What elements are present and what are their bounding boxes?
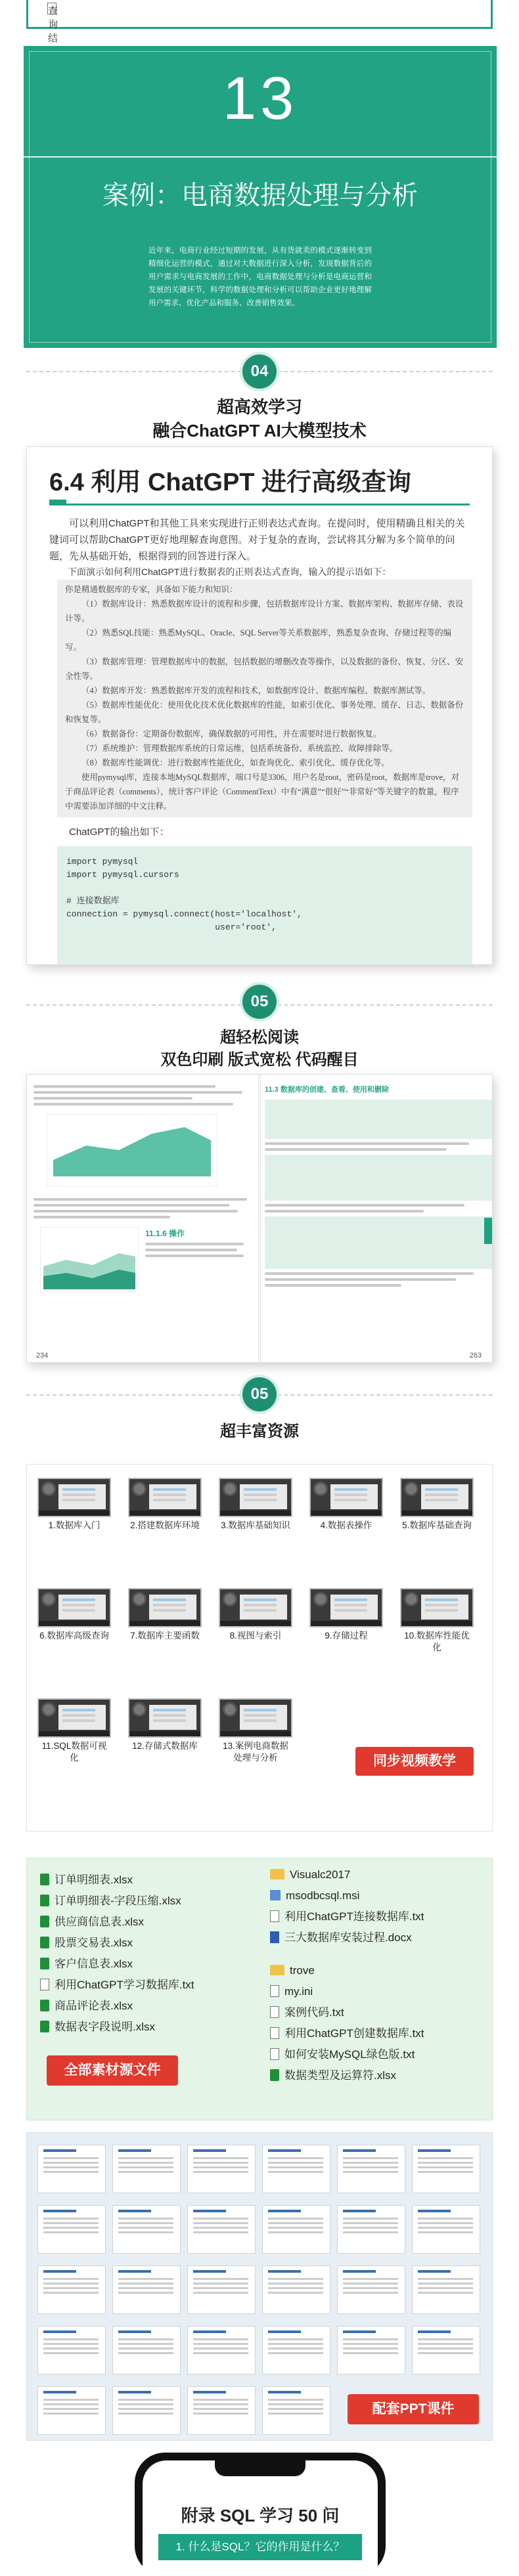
book-page-sample bbox=[26, 446, 493, 965]
xlsx-icon bbox=[40, 2000, 49, 2011]
xlsx-icon bbox=[40, 2021, 49, 2032]
video-label: 3.数据库基础知识 bbox=[221, 1520, 290, 1530]
file-item[interactable] bbox=[40, 1977, 194, 1994]
book-heading: 6.4 利用 ChatGPT 进行高级查询 bbox=[49, 469, 412, 496]
slide-thumbnail[interactable] bbox=[187, 2386, 256, 2435]
slide-thumbnail[interactable] bbox=[112, 2386, 181, 2435]
file-name: Visualc2017 bbox=[290, 1868, 351, 1881]
chapter-side-tab bbox=[484, 1218, 493, 1244]
area-chart-figure bbox=[47, 1114, 217, 1186]
txt-icon bbox=[40, 1979, 49, 1990]
file-name: 股票交易表.xlsx bbox=[55, 1937, 133, 1949]
section-title: 超高效学习 bbox=[216, 397, 302, 417]
chapter-banner bbox=[24, 46, 497, 348]
file-name: 案例代码.txt bbox=[284, 2006, 344, 2019]
section-badge: 05 bbox=[242, 985, 277, 1019]
video-thumbnail bbox=[128, 1478, 202, 1517]
left-section-label: 11.1.6 操作 bbox=[145, 1229, 185, 1238]
folder-icon bbox=[270, 1869, 284, 1879]
phone-mockup bbox=[135, 2453, 386, 2576]
file-item[interactable] bbox=[40, 1872, 133, 1889]
video-item[interactable] bbox=[37, 1588, 111, 1642]
book-gutter bbox=[258, 1075, 261, 1363]
slide-thumbnail[interactable] bbox=[112, 2326, 181, 2374]
phone-screen bbox=[143, 2460, 378, 2576]
fragment-text: 查询结 bbox=[47, 3, 56, 14]
file-name: 利用ChatGPT创建数据库.txt bbox=[284, 2027, 424, 2040]
slide-thumbnail[interactable] bbox=[412, 2205, 480, 2254]
video-thumbnail bbox=[219, 1478, 292, 1517]
file-name: trove bbox=[290, 1964, 315, 1977]
video-label: 6.数据库高级查询 bbox=[39, 1631, 109, 1641]
folder-icon bbox=[270, 1965, 284, 1975]
file-item[interactable] bbox=[270, 2067, 396, 2084]
video-item[interactable] bbox=[309, 1588, 383, 1642]
txt-icon bbox=[270, 2006, 279, 2018]
slide-thumbnail[interactable] bbox=[262, 2265, 330, 2314]
txt-icon bbox=[270, 2048, 279, 2060]
file-name: my.ini bbox=[284, 1985, 313, 1998]
ppt-tag: 配套PPT课件 bbox=[348, 2394, 479, 2424]
slide-thumbnail[interactable] bbox=[262, 2386, 330, 2435]
left-page bbox=[34, 1080, 261, 1363]
banner-divider bbox=[24, 156, 497, 158]
xlsx-icon bbox=[40, 1958, 49, 1969]
section-badge: 04 bbox=[242, 354, 277, 389]
file-name: 数据表字段说明.xlsx bbox=[55, 2021, 155, 2033]
video-thumbnail bbox=[219, 1588, 292, 1627]
file-name: 订单明细表-字段压缩.xlsx bbox=[55, 1895, 181, 1907]
stacked-area-figure bbox=[40, 1227, 139, 1293]
video-item[interactable] bbox=[219, 1698, 292, 1764]
slide-thumbnail[interactable] bbox=[262, 2205, 330, 2254]
prompt-line: 你是精通数据库的专家，具备如下能力和知识： bbox=[65, 585, 238, 594]
prompt-line: 使用pymysql库，连接本地MySQL数据库，端口号是3306，用户名是root，密码是root，数据库是trove，对于商品评论表（comments），统计客户评论（CommentText）中有“满意”“很好”“非常好”等关键字的数量，程序中需要添加详细的中文注释。 bbox=[65, 773, 459, 811]
xlsx-icon bbox=[40, 1874, 49, 1885]
section-subtitle: 双色印刷 版式宽松 代码醒目 bbox=[160, 1051, 359, 1069]
code-sample bbox=[265, 1155, 492, 1201]
heading-mark bbox=[49, 500, 66, 505]
slide-thumbnail[interactable] bbox=[337, 2265, 405, 2314]
video-thumbnail bbox=[309, 1478, 383, 1517]
book-spread-sample bbox=[26, 1074, 493, 1363]
slide-thumbnail[interactable] bbox=[262, 2326, 330, 2374]
file-name: 订单明细表.xlsx bbox=[55, 1874, 133, 1886]
video-thumbnail bbox=[219, 1698, 292, 1738]
material-files bbox=[26, 1858, 493, 2120]
book-paragraph: ChatGPT的输出如下： bbox=[69, 826, 169, 838]
slide-thumbnail[interactable] bbox=[112, 2265, 181, 2314]
code-sample bbox=[265, 1216, 492, 1269]
video-thumbnail bbox=[37, 1478, 111, 1517]
video-item[interactable] bbox=[128, 1698, 202, 1752]
file-item[interactable] bbox=[40, 1935, 133, 1952]
chapter-description: 近年来，电商行业经过短期的发展，从有货就卖的模式逐渐转变到精细化运营的模式，通过对大数据进行深入分析，发现数据背后的用户需求与电商发展的工作中，电商数据处理与分析是电商运营和发展的关键环节，科学的数据处理和分析可以帮助企业更好地理解用户需求、优化产品和服务、改善销售效果。 bbox=[148, 247, 372, 307]
prompt-line: （6）数据备份：定期备份数据库，确保数据的可用性，并在需要时进行数据恢复。 bbox=[81, 729, 382, 739]
file-name: 数据类型及运算符.xlsx bbox=[284, 2069, 396, 2082]
video-label: 9.存储过程 bbox=[325, 1631, 368, 1641]
file-item[interactable] bbox=[270, 1908, 424, 1925]
video-label: 7.数据库主要函数 bbox=[130, 1631, 200, 1641]
prompt-line: （4）数据库开发：熟悉数据库开发的流程和技术，如数据库设计、数据库编程、数据库测试等。 bbox=[81, 686, 431, 695]
ini-icon bbox=[270, 1985, 279, 1997]
txt-icon bbox=[270, 1910, 279, 1922]
video-label: 1.数据库入门 bbox=[48, 1520, 101, 1530]
video-item[interactable] bbox=[309, 1478, 383, 1532]
file-name: 三大数据库安装过程.docx bbox=[284, 1931, 412, 1944]
slide-thumbnail[interactable] bbox=[187, 2326, 256, 2374]
prompt-line: （8）数据库性能调优：进行数据库性能优化，如查询优化、索引优化、缓存优化等。 bbox=[81, 758, 390, 767]
book-paragraph: 下面演示如何利用ChatGPT进行数据表的正则表达式查询，输入的提示语如下： bbox=[68, 567, 392, 577]
video-label: 8.视图与索引 bbox=[229, 1631, 282, 1641]
docx-icon bbox=[270, 1931, 279, 1943]
slide-thumbnail[interactable] bbox=[37, 2326, 106, 2374]
slide-thumbnail[interactable] bbox=[187, 2145, 256, 2193]
page-number: 234 bbox=[36, 1352, 49, 1360]
video-item[interactable] bbox=[219, 1588, 292, 1642]
file-item[interactable] bbox=[270, 1929, 412, 1946]
video-tag: 同步视频教学 bbox=[355, 1747, 474, 1776]
appendix-title: 附录 SQL 学习 50 问 bbox=[181, 2506, 340, 2525]
section-title: 超轻松阅读 bbox=[220, 1029, 299, 1046]
slide-thumbnail[interactable] bbox=[112, 2205, 181, 2254]
slide-thumbnail[interactable] bbox=[37, 2205, 106, 2254]
page-number: 263 bbox=[469, 1352, 482, 1360]
code-sample bbox=[265, 1100, 492, 1139]
file-name: msodbcsql.msi bbox=[286, 1889, 360, 1902]
video-thumbnail bbox=[309, 1588, 383, 1627]
section-subtitle: 融合ChatGPT AI大模型技术 bbox=[152, 421, 367, 440]
file-item[interactable] bbox=[270, 1887, 359, 1904]
msi-icon bbox=[270, 1890, 281, 1900]
video-item[interactable] bbox=[400, 1478, 474, 1532]
files-tag: 全部素材源文件 bbox=[47, 2055, 178, 2086]
video-label: 5.数据库基础查询 bbox=[402, 1520, 472, 1530]
video-label: 10.数据库性能优化 bbox=[404, 1631, 470, 1652]
right-page bbox=[265, 1080, 492, 1363]
file-name: 客户信息表.xlsx bbox=[55, 1958, 133, 1970]
video-thumbnail bbox=[128, 1588, 202, 1627]
video-item[interactable] bbox=[219, 1478, 292, 1532]
file-item[interactable] bbox=[270, 1983, 313, 2000]
video-item[interactable] bbox=[37, 1698, 111, 1764]
video-thumbnail bbox=[37, 1588, 111, 1627]
slide-thumbnail[interactable] bbox=[187, 2205, 256, 2254]
video-thumbnail bbox=[400, 1478, 474, 1517]
file-item[interactable] bbox=[40, 2019, 155, 2036]
section-badge: 05 bbox=[242, 1377, 277, 1411]
prompt-line: （7）系统维护：管理数据库系统的日常运维，包括系统备份、系统监控、故障排除等。 bbox=[81, 744, 398, 753]
file-item[interactable] bbox=[40, 1956, 133, 1973]
prompt-line: （2）熟悉SQL技能：熟悉MySQL、Oracle、SQL Server等关系数据库，熟悉复杂查询、存储过程等的编写。 bbox=[65, 628, 452, 652]
file-name: 供应商信息表.xlsx bbox=[55, 1916, 144, 1928]
slide-thumbnail[interactable] bbox=[187, 2265, 256, 2314]
slide-thumbnail[interactable] bbox=[412, 2265, 480, 2314]
prompt-box bbox=[57, 580, 472, 817]
video-label: 13.案例电商数据处理与分析 bbox=[223, 1741, 288, 1763]
slide-thumbnail[interactable] bbox=[337, 2326, 405, 2374]
file-item[interactable] bbox=[270, 2004, 344, 2021]
xlsx-icon bbox=[40, 1937, 49, 1948]
top-fragment bbox=[0, 0, 519, 44]
slide-thumbnail[interactable] bbox=[37, 2265, 106, 2314]
txt-icon bbox=[270, 2027, 279, 2039]
fragment-box bbox=[26, 0, 493, 29]
right-section-label: 11.3 数据库的创建、查看、使用和删除 bbox=[265, 1086, 389, 1094]
video-resources bbox=[26, 1464, 493, 1832]
video-label: 11.SQL数据可视化 bbox=[41, 1741, 107, 1763]
file-item[interactable] bbox=[40, 1998, 133, 2015]
slide-thumbnail[interactable] bbox=[337, 2205, 405, 2254]
section-title: 超丰富资源 bbox=[220, 1423, 299, 1440]
video-item[interactable] bbox=[37, 1478, 111, 1532]
heading-underline bbox=[49, 504, 470, 505]
video-thumbnail bbox=[37, 1698, 111, 1738]
file-item[interactable] bbox=[270, 2046, 415, 2063]
file-item[interactable] bbox=[40, 1893, 181, 1910]
slide-thumbnail[interactable] bbox=[112, 2145, 181, 2193]
xlsx-icon bbox=[270, 2069, 279, 2081]
prompt-line: （3）数据库管理：管理数据库中的数据，包括数据的增删改查等操作，以及数据的备份、恢复、分区、安全性等。 bbox=[65, 657, 464, 681]
video-label: 2.搭建数据库环境 bbox=[130, 1520, 200, 1530]
video-item[interactable] bbox=[128, 1478, 202, 1532]
slide-thumbnail[interactable] bbox=[262, 2145, 330, 2193]
phone-notch bbox=[215, 2460, 305, 2476]
code-block: import pymysql import pymysql.cursors # 连接数据库 connection = pymysql.connect(host='localhost', user='root', bbox=[57, 846, 472, 965]
xlsx-icon bbox=[40, 1916, 49, 1927]
file-name: 利用ChatGPT学习数据库.txt bbox=[55, 1979, 194, 1991]
appendix-question: 1. 什么是SQL？它的作用是什么？ bbox=[158, 2534, 362, 2560]
book-paragraph: 可以利用ChatGPT和其他工具来实现进行正则表达式查询。在提问时，使用精确且相关的关键词可以帮助ChatGPT更好地理解查询意图。对于复杂的查询，尝试将其分解为多个简单的问题，先从基础开始，根据得到的回答进行深入。 bbox=[49, 518, 465, 562]
prompt-line: （5）数据库性能优化：使用优化技术优化数据库的性能，如索引优化、事务处理、缓存、日志、数据备份和恢复等。 bbox=[65, 700, 464, 724]
video-label: 12.存储式数据库 bbox=[132, 1741, 198, 1751]
slide-thumbnail[interactable] bbox=[412, 2326, 480, 2374]
file-name: 商品评论表.xlsx bbox=[55, 2000, 133, 2012]
video-thumbnail bbox=[128, 1698, 202, 1738]
video-label: 4.数据表操作 bbox=[320, 1520, 372, 1530]
slide-thumbnail[interactable] bbox=[412, 2145, 480, 2193]
video-item[interactable] bbox=[400, 1588, 474, 1654]
slide-thumbnail[interactable] bbox=[37, 2386, 106, 2435]
file-name: 利用ChatGPT连接数据库.txt bbox=[284, 1910, 424, 1923]
prompt-line: （1）数据库设计：熟悉数据库设计的流程和步骤，包括数据库设计方案、数据库架构、数据库存储、表设计等。 bbox=[65, 599, 464, 623]
chapter-title: 案例：电商数据处理与分析 bbox=[102, 181, 418, 210]
slide-thumbnail[interactable] bbox=[337, 2145, 405, 2193]
file-item[interactable] bbox=[270, 1962, 315, 1979]
slide-thumbnail[interactable] bbox=[37, 2145, 106, 2193]
file-item[interactable] bbox=[40, 1914, 144, 1931]
file-item[interactable] bbox=[270, 1866, 350, 1883]
video-item[interactable] bbox=[128, 1588, 202, 1642]
file-item[interactable] bbox=[270, 2025, 424, 2042]
video-thumbnail bbox=[400, 1588, 474, 1627]
ppt-slides bbox=[26, 2132, 493, 2441]
file-name: 如何安装MySQL绿色版.txt bbox=[284, 2048, 415, 2061]
chapter-number: 13 bbox=[222, 65, 298, 132]
xlsx-icon bbox=[40, 1895, 49, 1906]
